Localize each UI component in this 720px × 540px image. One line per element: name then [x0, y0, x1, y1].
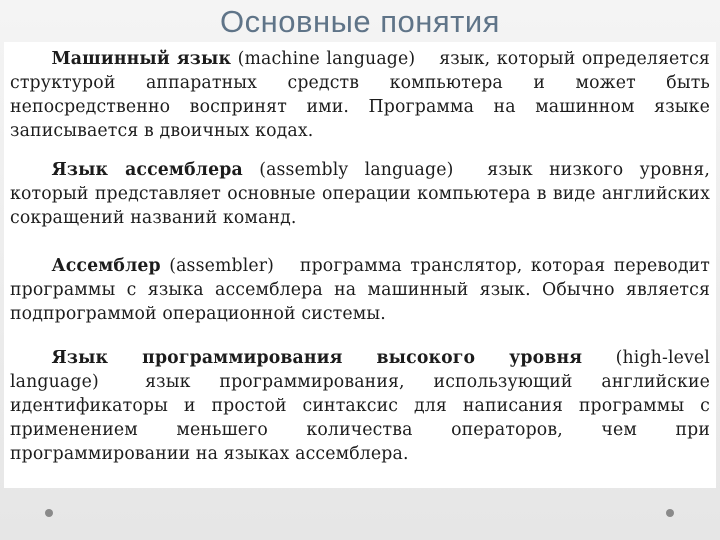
definition-machine-language [10, 47, 710, 143]
definition-text: язык программирования, использующий английские идентификаторы и простой синтаксис для написания программы с применением меньшего количества операторов, чем при программировании на языках ассемблера. [10, 372, 711, 464]
term-english: (machine language) [237, 49, 416, 69]
term-english: (assembly language) [259, 160, 454, 180]
definition-assembly-language [10, 158, 710, 230]
definition-paragraph [10, 47, 710, 143]
definition-text: язык низкого уровня, который представляет основные операции компьютера в виде английских сокращений названий команд. [10, 160, 710, 228]
term: Язык программирования высокого уровня [51, 348, 583, 368]
definition-paragraph [10, 158, 710, 230]
definition-assembler [10, 254, 710, 326]
definition-high-level-language [10, 346, 710, 466]
term-english: (high-level language) [10, 348, 710, 392]
term: Машинный язык [51, 49, 232, 69]
term: Язык ассемблера [51, 160, 243, 180]
bullet-dot-icon [45, 509, 53, 517]
term-english: (assembler) [169, 256, 275, 276]
content-panel [4, 42, 716, 488]
definition-text: программа транслятор, которая переводит программы с языка ассемблера на машинный язык. Обычно является подпрограммой операционной системы. [10, 256, 710, 324]
definition-text: язык, который определяется структурой аппаратных средств компьютера и может быть непосредственно воспринят ими. Программа на машинном языке записывается в двоичных кодах. [10, 49, 710, 141]
definition-paragraph [10, 254, 710, 326]
slide-title: Основные понятия [220, 4, 500, 39]
bullet-dot-icon [666, 509, 674, 517]
term: Ассемблер [51, 256, 161, 276]
definition-paragraph [10, 346, 710, 466]
